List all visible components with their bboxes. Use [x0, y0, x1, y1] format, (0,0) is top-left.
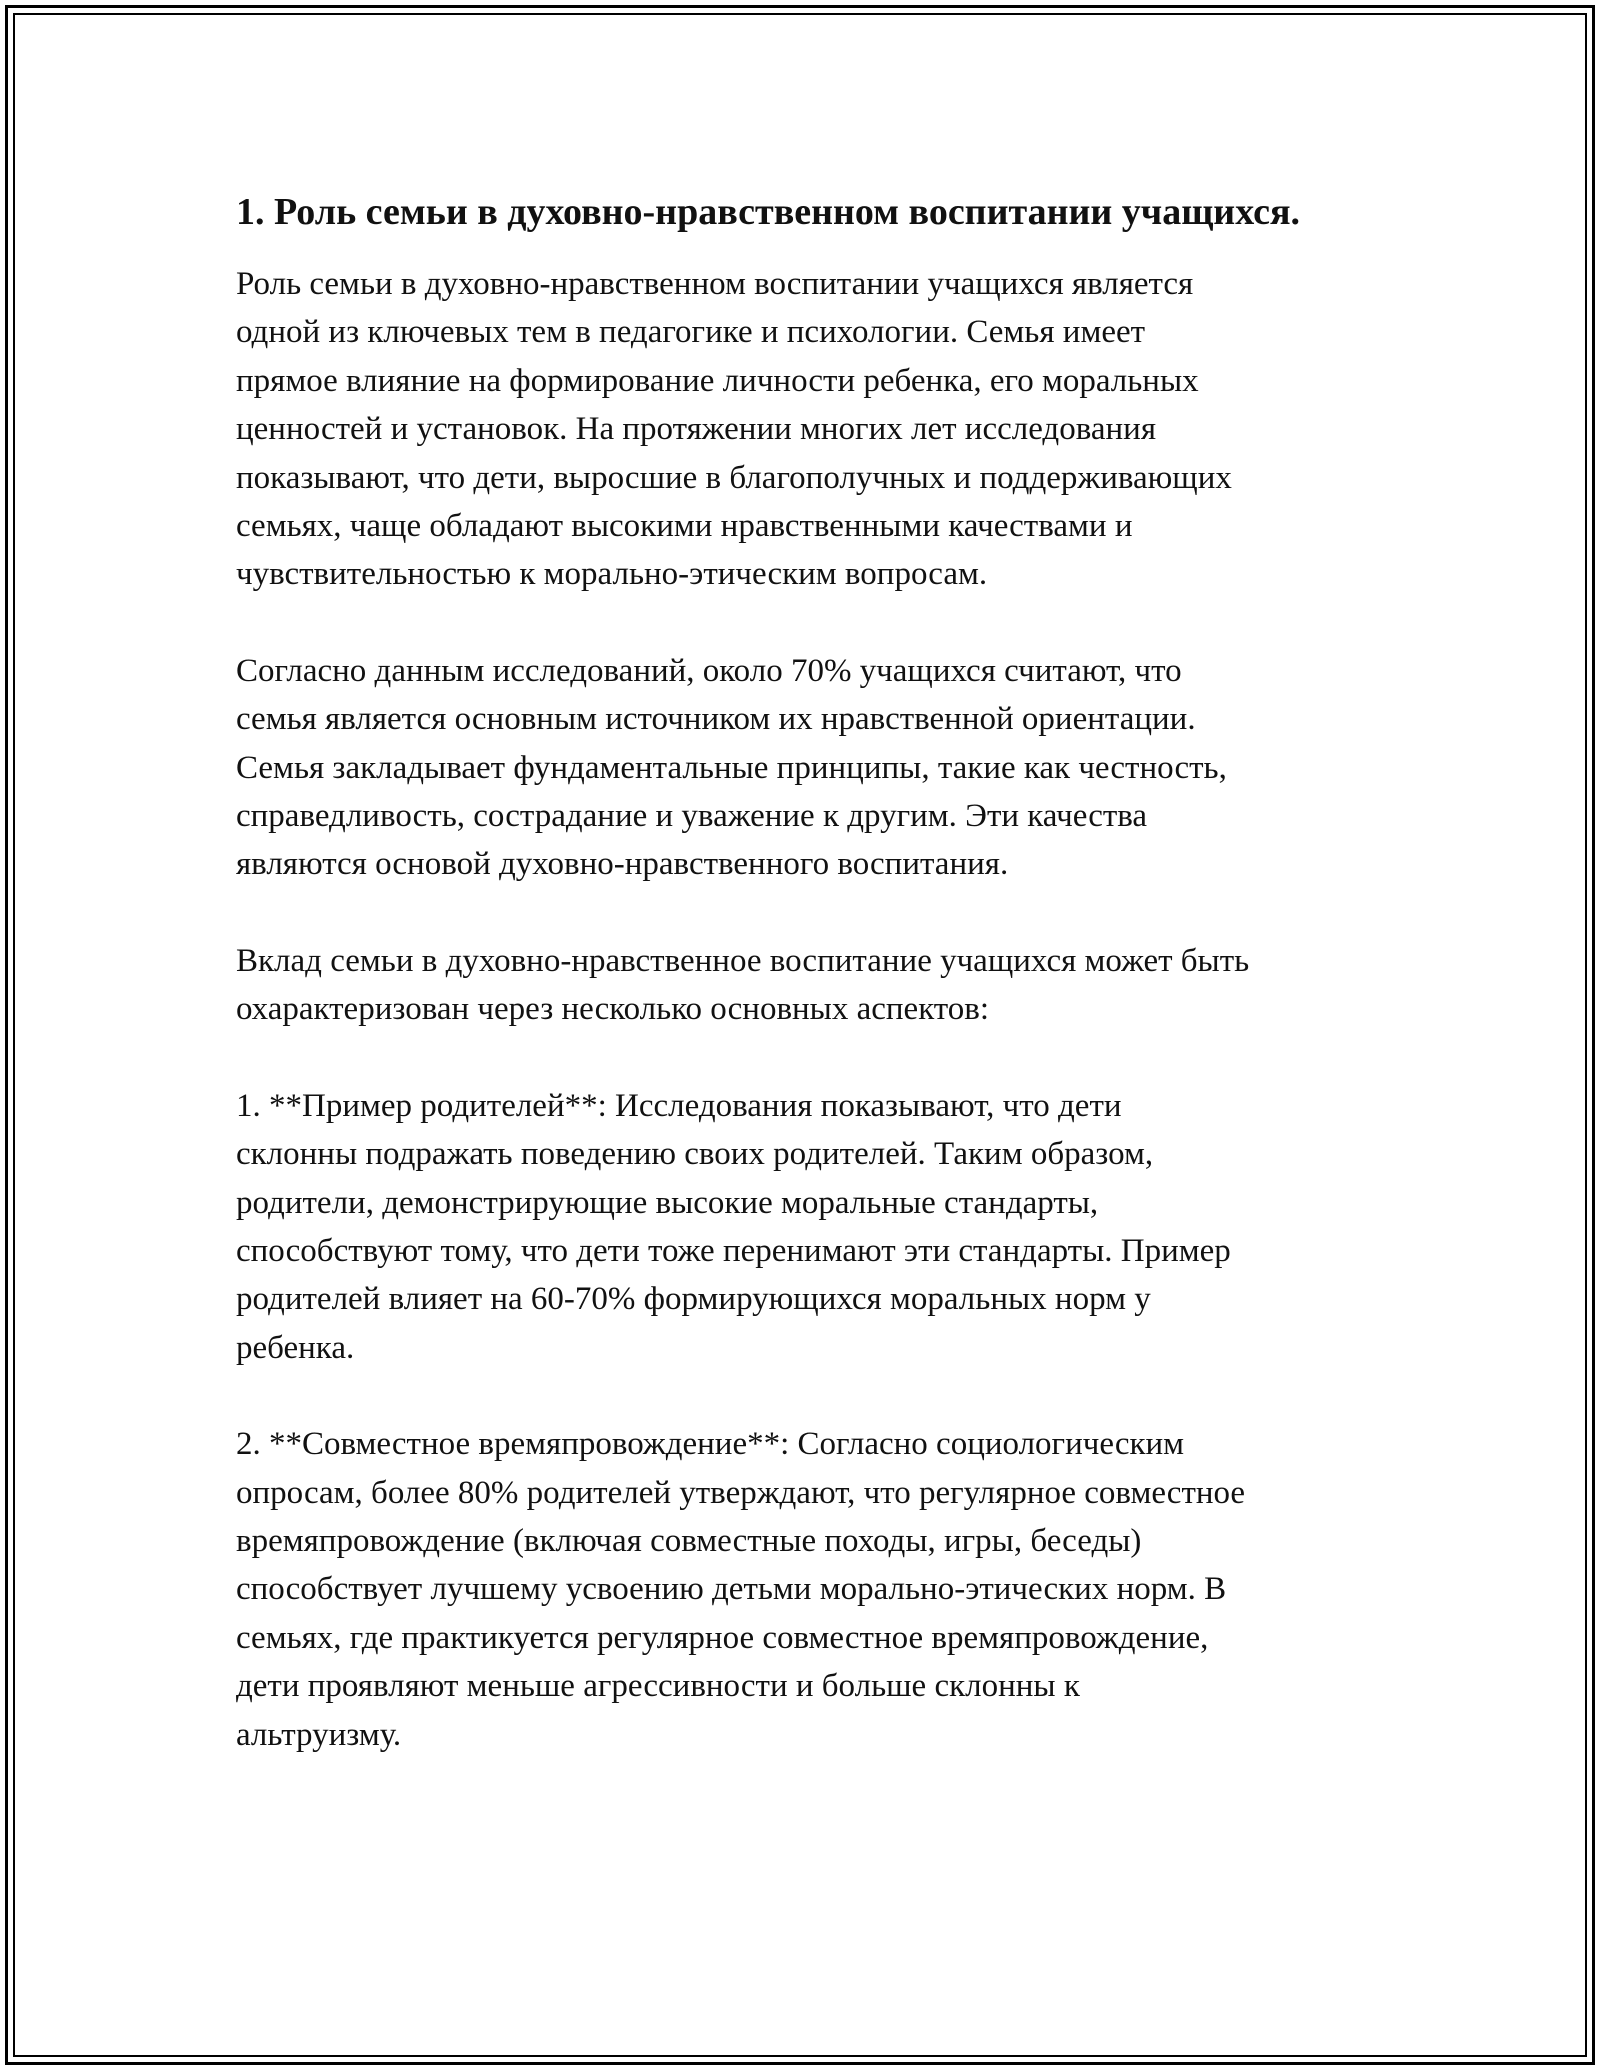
section-heading: 1. Роль семьи в духовно-нравственном воспитании учащихся. — [236, 191, 1301, 233]
list-item-parent-example: 1. **Пример родителей**: Исследования показывают, что дети склонны подражать поведению своих родителей. Таким образом, родители, демонстрирующие высокие моральные стандарты, способствуют тому, что дети тоже перенимают эти стандарты. Пример родителей влияет на 60-70% формирующихся моральных норм у ребенка. — [236, 1087, 1231, 1366]
paragraph-aspects-intro: Вклад семьи в духовно-нравственное воспитание учащихся может быть охарактеризован через несколько основных аспектов: — [236, 942, 1250, 1028]
list-item-shared-time: 2. **Совместное времяпровождение**: Согласно социологическим опросам, более 80% родителей утверждают, что регулярное совместное времяпровождение (включая совместные походы, игры, беседы) способствует лучшему усвоению детьми морально-этических норм. В семьях, где практикуется регулярное совместное времяпровождение, дети проявляют меньше агрессивности и больше склонны к альтруизму. — [236, 1426, 1246, 1753]
paragraph-intro: Роль семьи в духовно-нравственном воспитании учащихся является одной из ключевых тем в педагогике и психологии. Семья имеет прямое влияние на формирование личности ребенка, его моральных ценностей и установок. На протяжении многих лет исследования показывают, что дети, выросшие в благополучных и поддерживающих семьях, чаще обладают высокими нравственными качествами и чувствительностью к морально-этическим вопросам. — [236, 266, 1232, 593]
document-body — [236, 188, 1376, 1807]
paragraph-statistics: Согласно данным исследований, около 70% учащихся считают, что семья является основным источником их нравственной ориентации. Семья закладывает фундаментальные принципы, такие как честность, справедливость, сострадание и уважение к другим. Эти качества являются основой духовно-нравственного воспитания. — [236, 652, 1227, 883]
